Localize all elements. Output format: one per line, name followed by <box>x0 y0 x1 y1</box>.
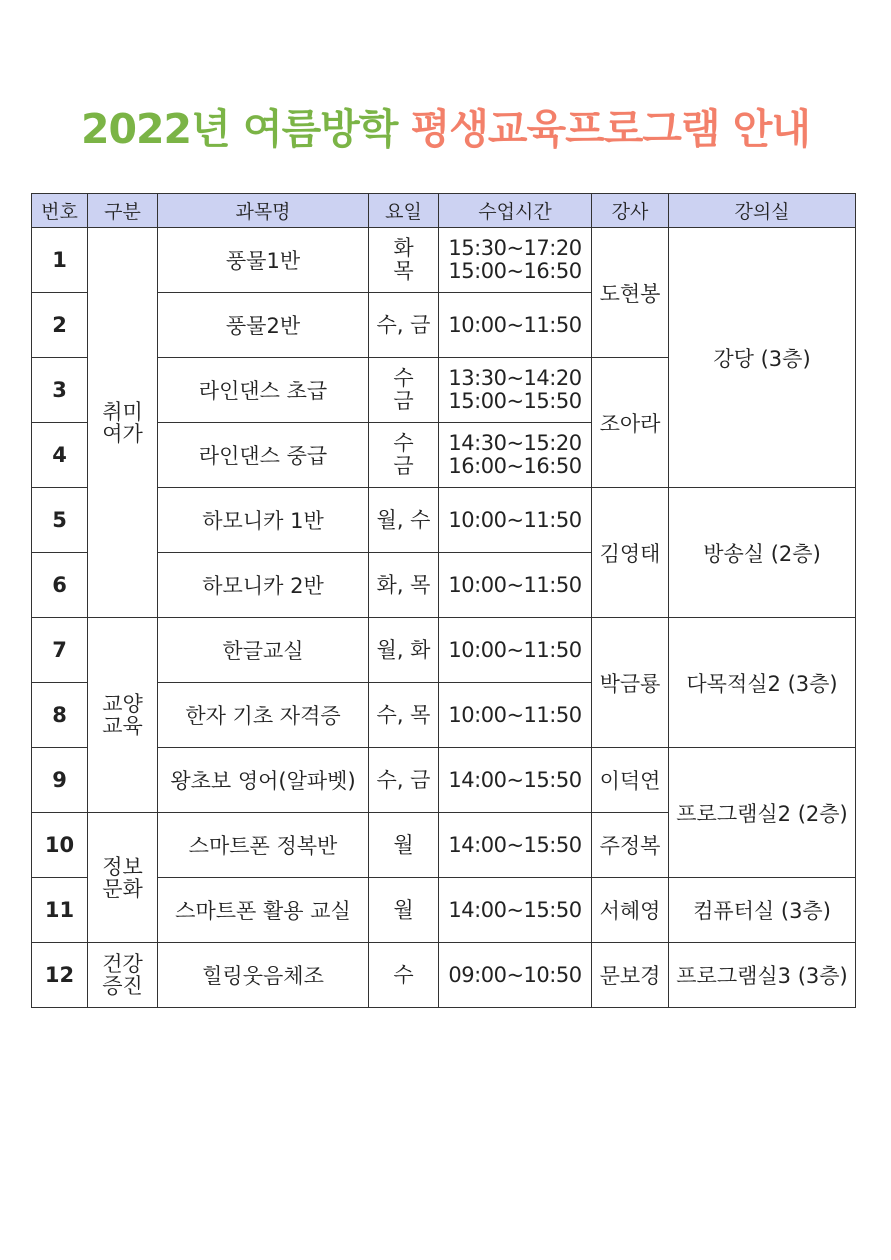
course-name: 한자 기초 자격증 <box>158 683 369 748</box>
row-number: 9 <box>32 748 88 813</box>
time-line: 15:00~16:50 <box>448 259 582 283</box>
day-line: 금 <box>393 389 414 413</box>
room-cell: 프로그램실2 (2층) <box>669 748 856 878</box>
day-cell: 수 <box>369 943 439 1008</box>
table-row <box>32 618 856 683</box>
time-line: 14:30~15:20 <box>448 431 582 455</box>
header-course: 과목명 <box>158 194 369 228</box>
row-number: 2 <box>32 293 88 358</box>
time-line: 16:00~16:50 <box>448 454 582 478</box>
category-cell <box>88 618 158 813</box>
category-cell <box>88 228 158 618</box>
time-cell: 10:00~11:50 <box>439 618 592 683</box>
day-cell: 월, 수 <box>369 488 439 553</box>
category-line: 문화 <box>102 876 143 901</box>
category-cell <box>88 813 158 943</box>
course-name: 라인댄스 초급 <box>158 358 369 423</box>
instructor-cell: 주정복 <box>592 813 669 878</box>
room-cell: 다목적실2 (3층) <box>669 618 856 748</box>
time-cell: 09:00~10:50 <box>439 943 592 1008</box>
course-name: 왕초보 영어(알파벳) <box>158 748 369 813</box>
header-time: 수업시간 <box>439 194 592 228</box>
day-cell <box>369 358 439 423</box>
course-name: 한글교실 <box>158 618 369 683</box>
category-line: 취미 <box>102 399 143 424</box>
time-cell: 14:00~15:50 <box>439 748 592 813</box>
time-cell: 14:00~15:50 <box>439 878 592 943</box>
course-name: 스마트폰 활용 교실 <box>158 878 369 943</box>
day-line: 목 <box>393 259 414 283</box>
header-category: 구분 <box>88 194 158 228</box>
row-number: 12 <box>32 943 88 1008</box>
time-cell: 10:00~11:50 <box>439 553 592 618</box>
day-line: 화 <box>393 236 414 260</box>
room-cell: 프로그램실3 (3층) <box>669 943 856 1008</box>
course-name: 하모니카 1반 <box>158 488 369 553</box>
category-line: 정보 <box>102 854 143 879</box>
table-row <box>32 943 856 1008</box>
day-line: 금 <box>393 454 414 478</box>
header-room: 강의실 <box>669 194 856 228</box>
day-line: 수 <box>393 366 414 390</box>
course-name: 풍물1반 <box>158 228 369 293</box>
time-cell: 14:00~15:50 <box>439 813 592 878</box>
title-program-part: 평생교육프로그램 안내 <box>410 105 811 153</box>
time-cell: 10:00~11:50 <box>439 293 592 358</box>
category-cell <box>88 943 158 1008</box>
instructor-cell: 박금룡 <box>592 618 669 748</box>
row-number: 10 <box>32 813 88 878</box>
row-number: 6 <box>32 553 88 618</box>
header-day: 요일 <box>369 194 439 228</box>
course-name: 하모니카 2반 <box>158 553 369 618</box>
room-cell: 컴퓨터실 (3층) <box>669 878 856 943</box>
category-line: 교육 <box>102 714 143 738</box>
row-number: 11 <box>32 878 88 943</box>
course-name: 힐링웃음체조 <box>158 943 369 1008</box>
title-year-part: 2022년 여름방학 <box>80 105 398 153</box>
header-number: 번호 <box>32 194 88 228</box>
time-line: 15:30~17:20 <box>448 236 582 260</box>
instructor-cell: 서혜영 <box>592 878 669 943</box>
category-line: 여가 <box>102 421 143 446</box>
time-line: 15:00~15:50 <box>448 389 582 413</box>
time-cell <box>439 423 592 488</box>
time-cell <box>439 228 592 293</box>
table-row <box>32 228 856 293</box>
day-cell: 화, 목 <box>369 553 439 618</box>
time-line: 13:30~14:20 <box>448 366 582 390</box>
day-cell: 월 <box>369 813 439 878</box>
instructor-cell: 조아라 <box>592 358 669 488</box>
category-line: 증진 <box>102 974 143 998</box>
instructor-cell: 이덕연 <box>592 748 669 813</box>
instructor-cell: 도현봉 <box>592 228 669 358</box>
row-number: 4 <box>32 423 88 488</box>
time-cell: 10:00~11:50 <box>439 488 592 553</box>
row-number: 3 <box>32 358 88 423</box>
day-line: 수 <box>393 431 414 455</box>
row-number: 5 <box>32 488 88 553</box>
row-number: 7 <box>32 618 88 683</box>
room-cell: 방송실 (2층) <box>669 488 856 618</box>
row-number: 1 <box>32 228 88 293</box>
category-line: 건강 <box>102 952 143 976</box>
day-cell: 수, 금 <box>369 293 439 358</box>
day-cell <box>369 228 439 293</box>
day-cell: 수, 금 <box>369 748 439 813</box>
time-cell: 10:00~11:50 <box>439 683 592 748</box>
day-cell: 수, 목 <box>369 683 439 748</box>
schedule-table <box>31 193 856 1008</box>
category-line: 교양 <box>102 692 143 716</box>
course-name: 스마트폰 정복반 <box>158 813 369 878</box>
day-cell: 월, 화 <box>369 618 439 683</box>
page-title <box>0 96 891 155</box>
header-instructor: 강사 <box>592 194 669 228</box>
course-name: 라인댄스 중급 <box>158 423 369 488</box>
row-number: 8 <box>32 683 88 748</box>
instructor-cell: 김영태 <box>592 488 669 618</box>
room-cell: 강당 (3층) <box>669 228 856 488</box>
day-cell: 월 <box>369 878 439 943</box>
instructor-cell: 문보경 <box>592 943 669 1008</box>
table-header-row <box>32 194 856 228</box>
course-name: 풍물2반 <box>158 293 369 358</box>
day-cell <box>369 423 439 488</box>
time-cell <box>439 358 592 423</box>
